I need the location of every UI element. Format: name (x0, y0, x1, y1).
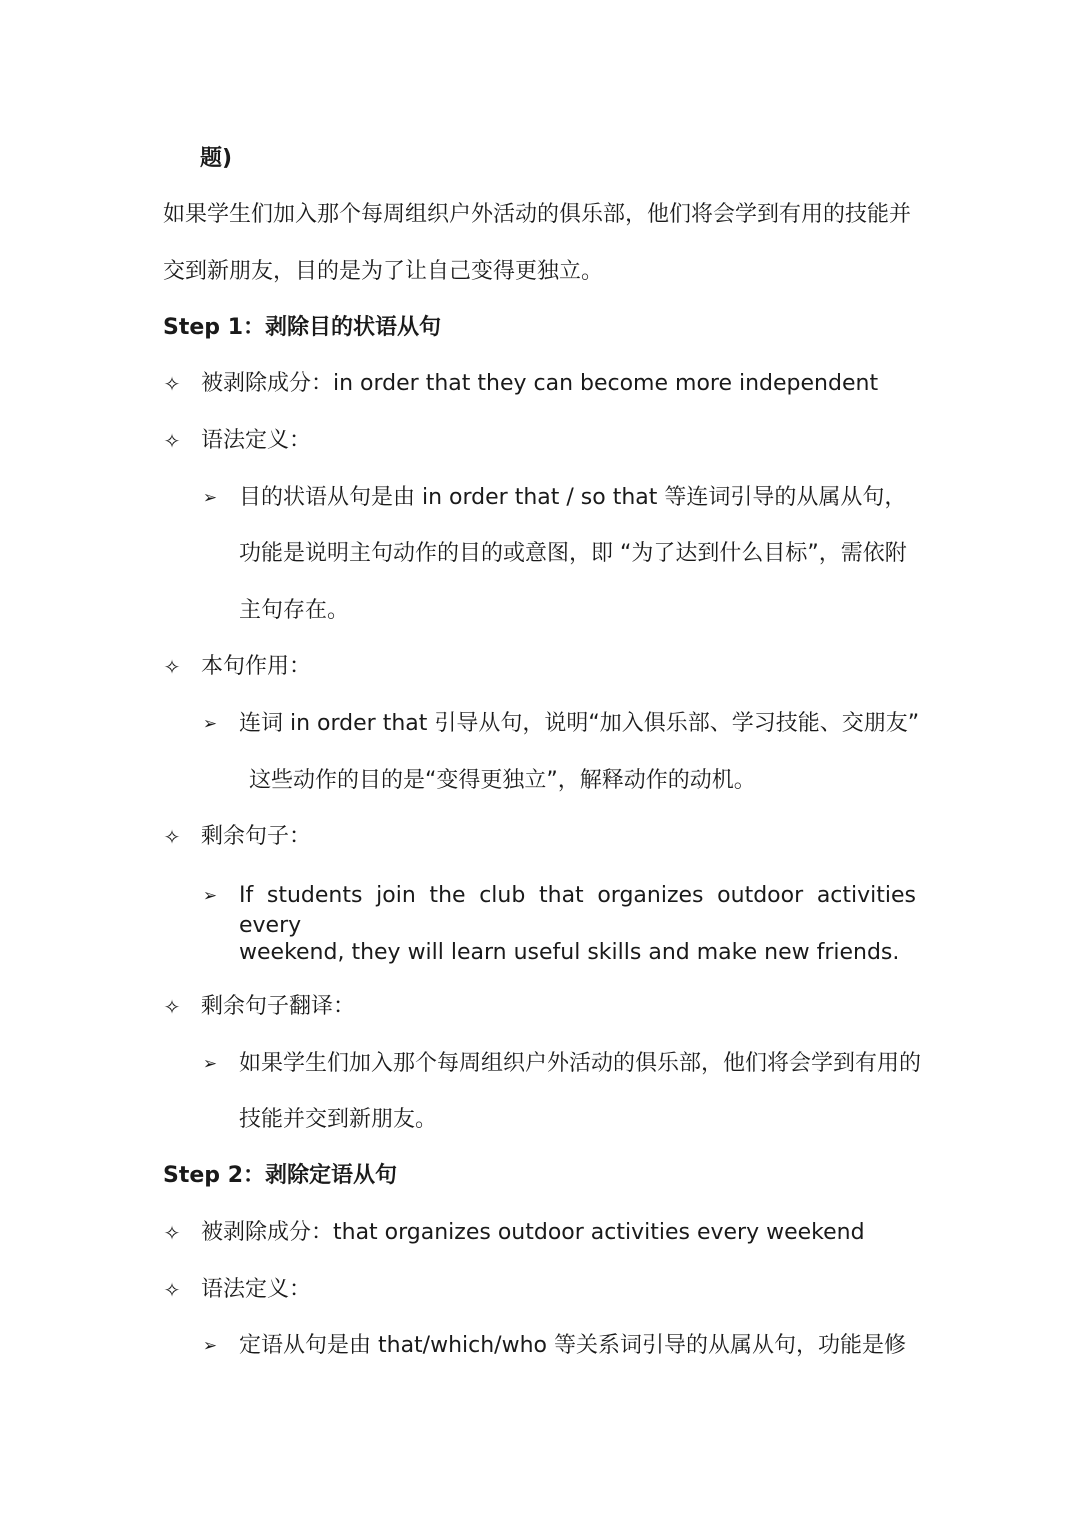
diamond-bullet-icon: ✧ (163, 1278, 181, 1302)
arrow-bullet-icon: ➢ (202, 488, 218, 508)
step2-removed-component: 被剥除成分：that organizes outdoor activities every weekend (201, 1220, 865, 1245)
step2-grammar-label: 语法定义： (201, 1277, 312, 1302)
step1-removed-component: 被剥除成分：in order that they can become more independent (201, 371, 879, 396)
step2-grammar-line-1: 定语从句是由 that/which/who 等关系词引导的从属从句，功能是修 (239, 1333, 906, 1358)
step1-translation-line-1: 如果学生们加入那个每周组织户外活动的俱乐部，他们将会学到有用的 (239, 1051, 922, 1076)
step1-translation-line-2: 技能并交到新朋友。 (239, 1107, 438, 1132)
step1-grammar-line-3: 主句存在。 (239, 598, 350, 623)
step1-remaining-line-1: If students join the club that organizes outdoor activities every (239, 883, 916, 938)
arrow-bullet-icon: ➢ (202, 714, 218, 734)
step1-role-line-1: 连词 in order that 引导从句，说明“加入俱乐部、学习技能、交朋友” (239, 711, 920, 736)
intro-sentence-line-1: 如果学生们加入那个每周组织户外活动的俱乐部，他们将会学到有用的技能并 (163, 202, 912, 227)
step1-grammar-label: 语法定义： (201, 428, 312, 453)
arrow-bullet-icon: ➢ (202, 1336, 218, 1356)
step1-grammar-line-2: 功能是说明主句动作的目的或意图，即 “为了达到什么目标”，需依附 (239, 541, 907, 566)
diamond-bullet-icon: ✧ (163, 995, 181, 1019)
arrow-bullet-icon: ➢ (202, 1054, 218, 1074)
diamond-bullet-icon: ✧ (163, 655, 181, 679)
step1-translation-label: 剩余句子翻译： (201, 994, 356, 1019)
step2-heading: Step 2：剥除定语从句 (163, 1163, 397, 1188)
step1-role-line-2: 这些动作的目的是“变得更独立”，解释动作的动机。 (249, 768, 756, 793)
diamond-bullet-icon: ✧ (163, 372, 181, 396)
step1-grammar-line-1: 目的状语从句是由 in order that / so that 等连词引导的从属从句， (239, 485, 907, 510)
step1-remaining-label: 剩余句子： (201, 824, 312, 849)
intro-sentence-line-2: 交到新朋友，目的是为了让自己变得更独立。 (163, 259, 604, 284)
step1-remaining-line-2: weekend, they will learn useful skills and make new friends. (239, 940, 900, 965)
diamond-bullet-icon: ✧ (163, 825, 181, 849)
diamond-bullet-icon: ✧ (163, 429, 181, 453)
step1-heading: Step 1：剥除目的状语从句 (163, 315, 441, 340)
step1-role-label: 本句作用： (201, 654, 312, 679)
continued-heading: 题) (200, 146, 233, 171)
arrow-bullet-icon: ➢ (202, 886, 218, 906)
diamond-bullet-icon: ✧ (163, 1221, 181, 1245)
